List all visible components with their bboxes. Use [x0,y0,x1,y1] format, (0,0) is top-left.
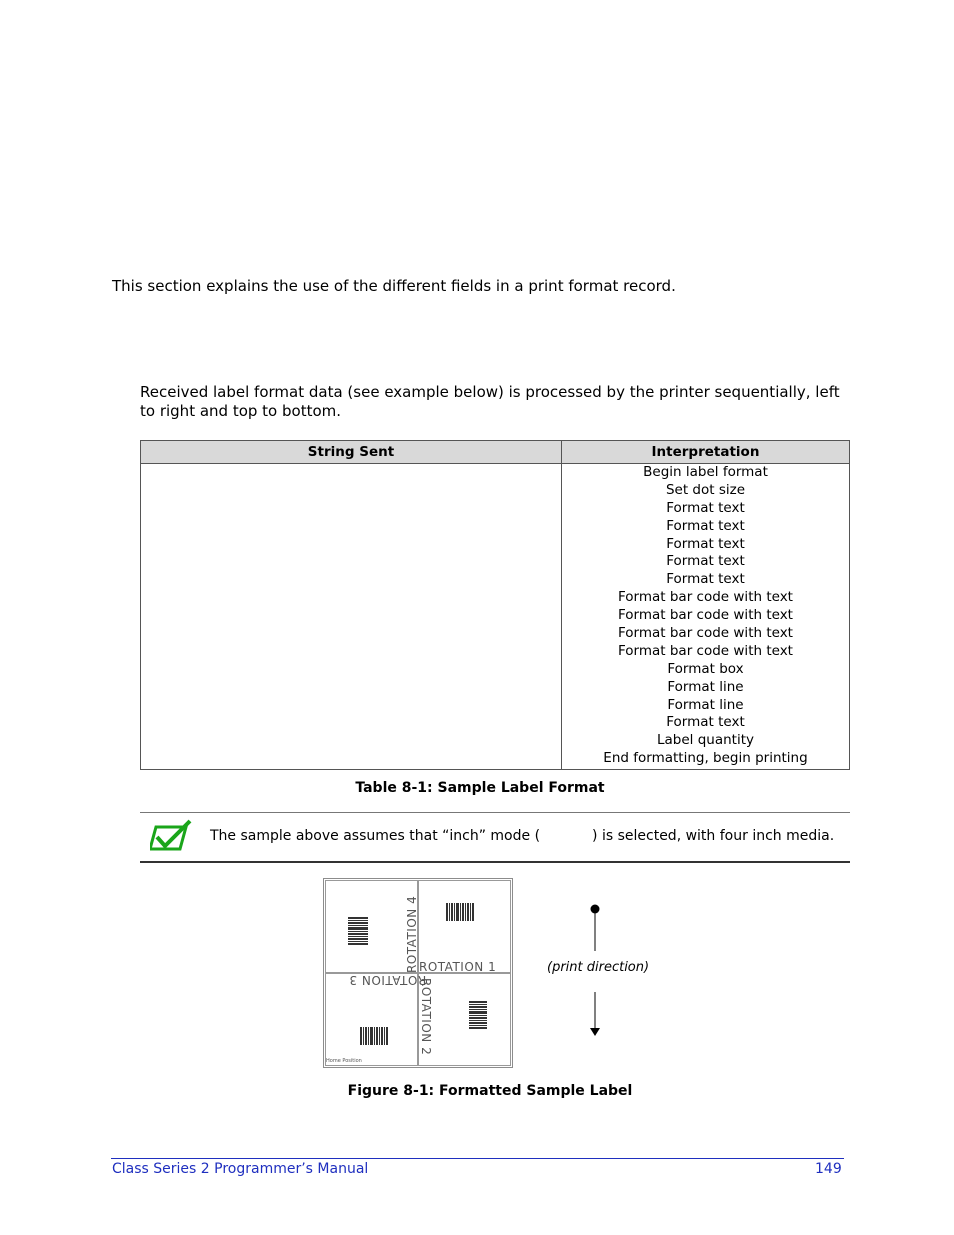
note-bottom-rule [140,861,850,863]
footer-page-number: 149 [815,1161,842,1177]
body-paragraph: Received label format data (see example below) is processed by the printer sequentially, left to right and top to bottom. [140,383,840,420]
note-text-before: The sample above assumes that “inch” mode ( [210,828,541,844]
string-sent-cell [141,464,562,770]
home-position-label: Home Position [326,1058,362,1064]
interpretation-row: End formatting, begin printing [603,750,808,767]
interpretation-row: Format text [666,517,745,534]
interpretation-row: Format text [666,714,745,731]
interpretation-row: Format text [666,553,745,570]
header-string-sent: String Sent [141,441,562,464]
rotation-3-label: ROTATION 3 [349,973,427,987]
print-direction-label: (print direction) [547,960,650,975]
interpretation-row: Format box [667,660,744,677]
interpretation-row: Format bar code with text [618,589,793,606]
rotation-4-label: ROTATION 4 [405,895,419,973]
interpretation-row: Format line [667,678,744,695]
interpretation-row: Format text [666,499,745,516]
interpretation-cell [562,464,850,770]
down-arrow-icon [589,992,601,1038]
interpretation-list [562,464,849,769]
barcode-rotation-2 [467,1001,489,1031]
interpretation-row: Format bar code with text [618,642,793,659]
figure-caption: Figure 8-1: Formatted Sample Label [347,1083,633,1099]
interpretation-row: Set dot size [665,481,746,498]
header-interpretation: Interpretation [562,441,850,464]
barcode-rotation-1 [446,903,476,925]
checkmark-note-icon [150,819,192,853]
sample-label-format-table [140,440,850,770]
rotation-1-label: ROTATION 1 [419,960,497,974]
interpretation-row: Format line [667,696,744,713]
note-top-rule [140,812,850,813]
barcode-rotation-3 [360,1023,390,1045]
barcode-rotation-4 [348,917,370,945]
interpretation-row: Format bar code with text [618,625,793,642]
interpretation-row: Format bar code with text [618,607,793,624]
interpretation-row: Begin label format [643,464,768,480]
footer-title: Class Series 2 Programmer’s Manual [112,1161,369,1177]
footer-rule [111,1158,844,1159]
intro-paragraph: This section explains the use of the different fields in a print format record. [112,277,676,295]
note-text-after: ) is selected, with four inch media. [592,828,835,844]
interpretation-row: Format text [666,571,745,588]
direction-dot-line [587,902,603,952]
rotation-2-label: ROTATION 2 [419,978,433,1056]
interpretation-row: Format text [666,535,745,552]
interpretation-row: Label quantity [657,732,754,749]
sample-label-image [323,878,513,1068]
note-text [210,828,834,844]
table-caption: Table 8-1: Sample Label Format [355,780,605,796]
